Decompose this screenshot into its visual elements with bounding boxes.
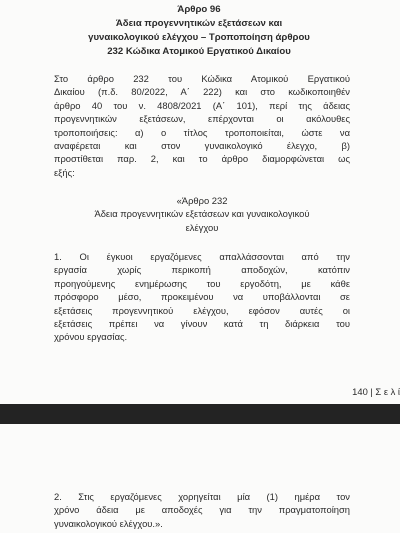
text-line: εργασία χωρίς περικοπή αποδοχών, κατόπιν xyxy=(54,264,350,276)
page-number: 140 | Σ ε λ ί xyxy=(352,386,400,397)
text-line: 2. Στις εργαζόμενες χορηγείται μία (1) ημέρα τον xyxy=(54,491,350,502)
text-line: εξής: xyxy=(54,166,75,178)
quoted-article-title-line: ελέγχου xyxy=(185,221,219,233)
text-line: 1. Οι έγκυοι εργαζόμενες απαλλάσσονται από την xyxy=(54,251,350,262)
quoted-article-heading xyxy=(54,194,350,234)
article-title xyxy=(30,3,368,59)
article-number: Άρθρο 96 xyxy=(177,4,221,15)
paragraph-1 xyxy=(54,250,350,344)
article-title-line: Άδεια προγεννητικών εξετάσεων και xyxy=(115,18,283,29)
article-title-line: γυναικολογικού ελέγχου – Τροποποίηση άρθρου xyxy=(88,32,310,43)
page-break xyxy=(0,404,400,424)
text-line: τροποποιήσεις: α) ο τίτλος τροποποιείται, ώστε να xyxy=(54,126,350,138)
intro-paragraph xyxy=(54,72,350,179)
text-line: Στο άρθρο 232 του Κώδικα Ατομικού Εργατικού xyxy=(54,73,350,84)
text-line: προγεννητικών εξετάσεων, επέρχονται οι ακόλουθες xyxy=(54,113,350,125)
text-line: αναφέρεται και στον γυναικολογικό έλεγχο, β) xyxy=(54,140,350,152)
text-line: πρόσφορο μέσο, προκειμένου να υποβάλλονται σε xyxy=(54,291,350,303)
text-line: χρόνο άδεια με αποδοχές για την πραγματοποίηση xyxy=(54,504,350,516)
quoted-article-title-line: Άδεια προγεννητικών εξετάσεων και γυναικολογικού xyxy=(94,208,310,220)
article-title-line: 232 Κώδικα Ατομικού Εργατικού Δικαίου xyxy=(107,46,291,57)
text-line: προστίθεται παρ. 2, και το άρθρο διαμορφώνεται ως xyxy=(54,153,350,165)
text-line: χρόνου εργασίας. xyxy=(54,331,128,343)
text-line: άρθρο 40 του ν. 4808/2021 (Α΄ 101), περί της άδειας xyxy=(54,99,350,111)
text-line: προηγούμενης ενημέρωσης του εργοδότη, με κάθε xyxy=(54,277,350,289)
text-line: εξετάσεις πρέπει να γίνουν κατά τη διάρκεια του xyxy=(54,318,350,330)
text-line: Δικαίου (π.δ. 80/2022, Α΄ 222) και στο κωδικοποιηθέν xyxy=(54,86,350,98)
text-line: γυναικολογικού ελέγχου.». xyxy=(54,517,163,529)
paragraph-2 xyxy=(54,490,350,530)
quoted-article-number: «Άρθρο 232 xyxy=(176,195,228,206)
text-line: εξετάσεις προγεννητικού ελέγχου, εφόσον αυτές οι xyxy=(54,304,350,316)
